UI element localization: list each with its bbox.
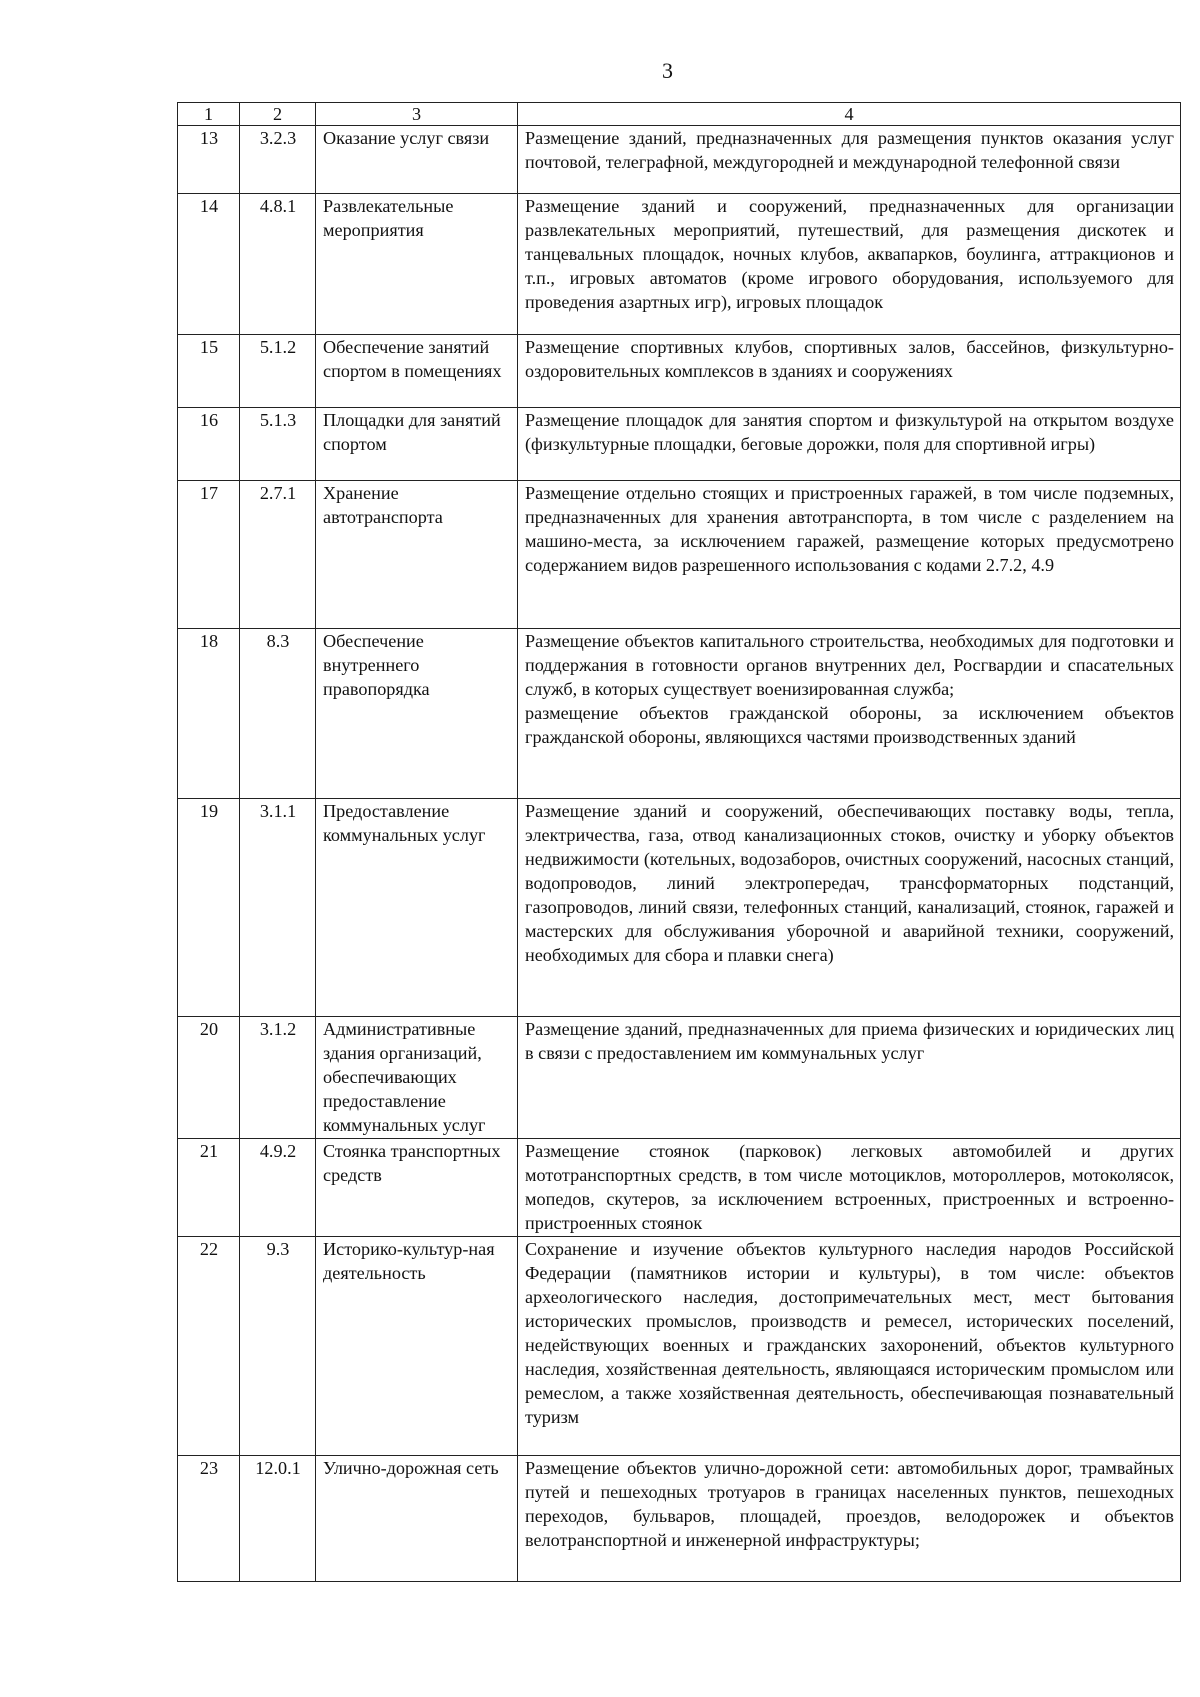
header-col-1: 1	[178, 103, 240, 126]
table-row	[178, 1237, 1181, 1456]
row-description: Сохранение и изучение объектов культурного наследия народов Российской Федерации (памятников истории и культуры), в том числе: объектов археологического наследия, достопримечательных мест, мест бытования исторических промыслов, производств и ремесел, исторических поселений, недействующих военных и гражданских захоронений, объектов культурного наследия, хозяйственная деятельность, являющаяся историческим промыслом или ремеслом, а также хозяйственная деятельность, обеспечивающая познавательный туризм	[518, 1237, 1181, 1456]
row-number: 20	[178, 1017, 240, 1139]
row-description: Размещение зданий и сооружений, обеспечивающих поставку воды, тепла, электричества, газа, отвод канализационных стоков, очистку и уборку объектов недвижимости (котельных, водозаборов, очистных сооружений, насосных станций, водопроводов, линий электропередач, трансформаторных подстанций, газопроводов, линий связи, телефонных станций, канализаций, стоянок, гаражей и мастерских для обслуживания уборочной и аварийной техники, сооружений, необходимых для сбора и плавки снега)	[518, 799, 1181, 1017]
row-number: 14	[178, 194, 240, 335]
row-description: Размещение стоянок (парковок) легковых автомобилей и других мототранспортных средств, в том числе мотоциклов, мотороллеров, мотоколясок, мопедов, скутеров, за исключением встроенных, пристроенных и встроенно-пристроенных стоянок	[518, 1139, 1181, 1237]
row-name: Оказание услуг связи	[316, 126, 518, 194]
row-number: 16	[178, 408, 240, 481]
row-number: 23	[178, 1456, 240, 1582]
table-row	[178, 335, 1181, 408]
header-col-3: 3	[316, 103, 518, 126]
row-code: 4.9.2	[240, 1139, 316, 1237]
table-row	[178, 1017, 1181, 1139]
row-name: Обеспечение занятий спортом в помещениях	[316, 335, 518, 408]
row-name: Административные здания организаций, обеспечивающих предоставление коммунальных услуг	[316, 1017, 518, 1139]
table-row	[178, 126, 1181, 194]
row-number: 15	[178, 335, 240, 408]
row-name: Площадки для занятий спортом	[316, 408, 518, 481]
row-name: Развлекательные мероприятия	[316, 194, 518, 335]
table-row	[178, 481, 1181, 629]
row-code: 5.1.3	[240, 408, 316, 481]
row-code: 4.8.1	[240, 194, 316, 335]
row-description: Размещение зданий, предназначенных для размещения пунктов оказания услуг почтовой, телеграфной, междугородней и международной телефонной связи	[518, 126, 1181, 194]
row-code: 9.3	[240, 1237, 316, 1456]
table-header	[178, 103, 1181, 126]
row-description	[518, 629, 1181, 799]
row-number: 19	[178, 799, 240, 1017]
row-code: 5.1.2	[240, 335, 316, 408]
header-col-4: 4	[518, 103, 1181, 126]
row-code: 3.1.1	[240, 799, 316, 1017]
row-description: Размещение объектов улично-дорожной сети: автомобильных дорог, трамвайных путей и пешеходных тротуаров в границах населенных пунктов, пешеходных переходов, бульваров, площадей, проездов, велодорожек и объектов велотранспортной и инженерной инфраструктуры;	[518, 1456, 1181, 1582]
land-use-table	[177, 102, 1181, 1582]
row-number: 17	[178, 481, 240, 629]
row-number: 18	[178, 629, 240, 799]
row-name: Предоставление коммунальных услуг	[316, 799, 518, 1017]
header-col-2: 2	[240, 103, 316, 126]
row-number: 22	[178, 1237, 240, 1456]
page-number: 3	[662, 58, 673, 83]
row-name: Хранение автотранспорта	[316, 481, 518, 629]
table-row	[178, 1139, 1181, 1237]
row-description: Размещение зданий и сооружений, предназначенных для организации развлекательных мероприятий, путешествий, для размещения дискотек и танцевальных площадок, ночных клубов, аквапарков, боулинга, аттракционов и т.п., игровых автоматов (кроме игрового оборудования, используемого для проведения азартных игр), игровых площадок	[518, 194, 1181, 335]
table-row	[178, 194, 1181, 335]
row-description-part: Размещение объектов капитального строительства, необходимых для подготовки и поддержания в готовности органов внутренних дел, Росгвардии и спасательных служб, в которых существует военизированная служба;	[525, 631, 1174, 699]
row-description-part: размещение объектов гражданской обороны, за исключением объектов гражданской обороны, являющихся частями производственных зданий	[525, 703, 1174, 747]
row-number: 21	[178, 1139, 240, 1237]
row-description: Размещение зданий, предназначенных для приема физических и юридических лиц в связи с предоставлением им коммунальных услуг	[518, 1017, 1181, 1139]
row-code: 3.2.3	[240, 126, 316, 194]
row-number: 13	[178, 126, 240, 194]
table-row	[178, 799, 1181, 1017]
row-code: 3.1.2	[240, 1017, 316, 1139]
row-code: 12.0.1	[240, 1456, 316, 1582]
table-row	[178, 1456, 1181, 1582]
row-code: 8.3	[240, 629, 316, 799]
row-description: Размещение спортивных клубов, спортивных залов, бассейнов, физкультурно-оздоровительных комплексов в зданиях и сооружениях	[518, 335, 1181, 408]
row-name: Обеспечение внутреннего правопорядка	[316, 629, 518, 799]
row-name: Историко-культур-ная деятельность	[316, 1237, 518, 1456]
table-row	[178, 629, 1181, 799]
row-name: Улично-дорожная сеть	[316, 1456, 518, 1582]
row-name: Стоянка транспортных средств	[316, 1139, 518, 1237]
row-description: Размещение площадок для занятия спортом и физкультурой на открытом воздухе (физкультурные площадки, беговые дорожки, поля для спортивной игры)	[518, 408, 1181, 481]
row-code: 2.7.1	[240, 481, 316, 629]
row-description: Размещение отдельно стоящих и пристроенных гаражей, в том числе подземных, предназначенных для хранения автотранспорта, в том числе с разделением на машино-места, за исключением гаражей, размещение которых предусмотрено содержанием видов разрешенного использования с кодами 2.7.2, 4.9	[518, 481, 1181, 629]
table-row	[178, 408, 1181, 481]
